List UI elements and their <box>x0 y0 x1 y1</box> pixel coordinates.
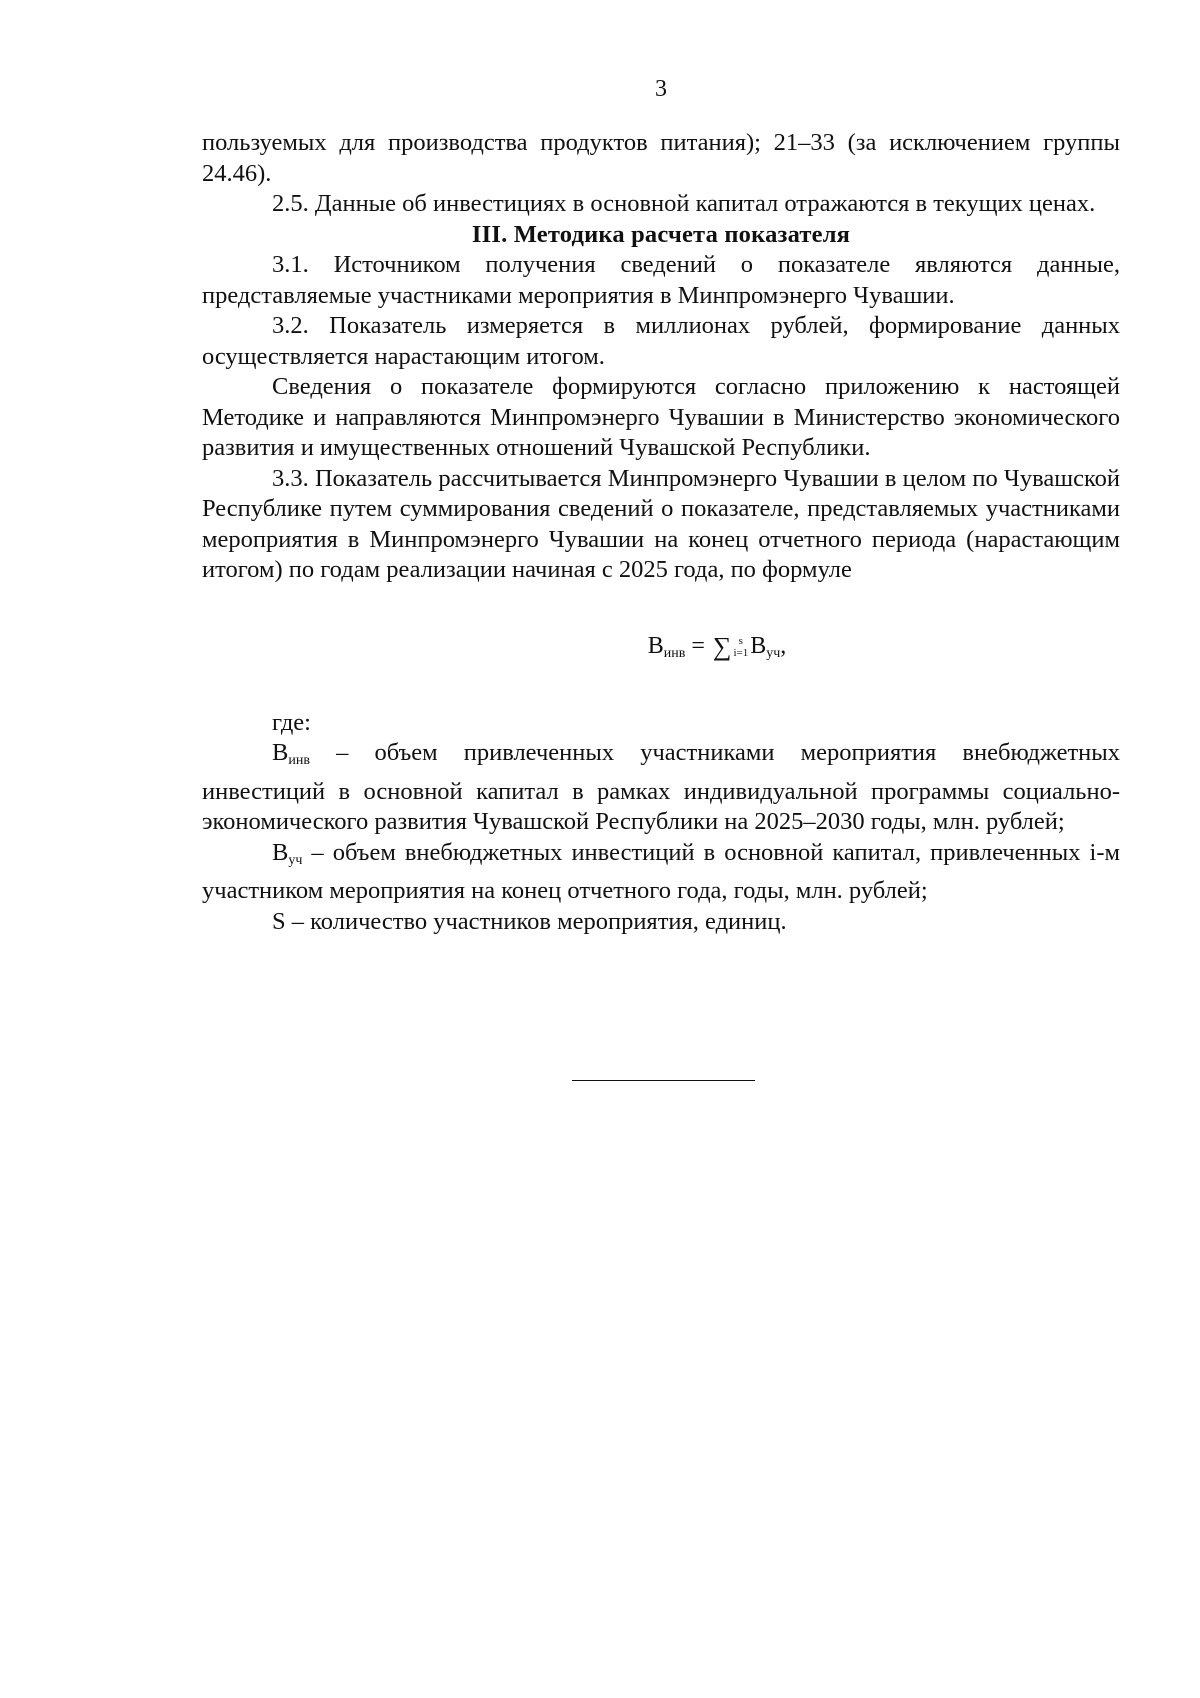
formula-lhs: $В_{инв}$ <box>647 632 686 661</box>
definition-item: S – количество участников мероприятия, единиц. <box>272 907 787 935</box>
where-label: где: <box>272 708 311 736</box>
paragraph-info: Сведения о показателе формируются согласно приложению к настоящей Методике и направляются Минпромэнерго Чувашии в Министерство экономического развития и имущественных отношений Чувашской Республики. <box>202 373 1120 461</box>
page-number: 3 <box>655 76 667 102</box>
end-divider <box>572 1080 755 1081</box>
paragraph-3-3: 3.3. Показатель рассчитывается Минпромэнерго Чувашии в целом по Чувашской Республике путем суммирования сведений о показателе, представляемых участниками мероприятия в Минпромэнерго Чувашии на конец отчетного периода (нарастающим итогом) по годам реализации начиная с 2025 года, по формуле <box>202 464 1120 583</box>
document-body <box>202 128 1120 937</box>
section-heading: III. Методика расчета показателя <box>471 220 851 248</box>
sum-upper-limit: s <box>738 634 743 647</box>
definition-item: $В_{уч}$ – объем внебюджетных инвестиций в основной капитал, привлеченных i-м участником мероприятия на конец отчетного года, годы, млн. рублей; <box>202 838 1120 904</box>
sum-sign: ∑ <box>712 631 732 661</box>
formula-equals: = <box>691 632 705 659</box>
paragraph-continuation: пользуемых для производства продуктов питания); 21–33 (за исключением группы 24.46). <box>202 129 1120 187</box>
paragraph-3-2: 3.2. Показатель измеряется в миллионах рублей, формирование данных осуществляется нарастающим итогом. <box>202 312 1120 370</box>
paragraph-2-5: 2.5. Данные об инвестициях в основной капитал отражаются в текущих ценах. <box>272 190 1096 217</box>
sum-lower-limit: i=1 <box>733 646 749 659</box>
paragraph-3-1: 3.1. Источником получения сведений о показателе являются данные, представляемые участниками мероприятия в Минпромэнерго Чувашии. <box>202 251 1120 309</box>
sum-limits <box>733 635 748 659</box>
formula: $В_{инв}$ = ∑ s i=1 $В_{уч}$, <box>647 631 787 661</box>
formula-rhs: $В_{уч}$ <box>750 632 781 661</box>
definition-item: $В_{инв}$ – объем привлеченных участниками мероприятия внебюджетных инвестиций в основной капитал в рамках индивидуальной программы социально-экономического развития Чувашской Республики на 2025–2030 годы, млн. рублей; <box>202 739 1120 835</box>
